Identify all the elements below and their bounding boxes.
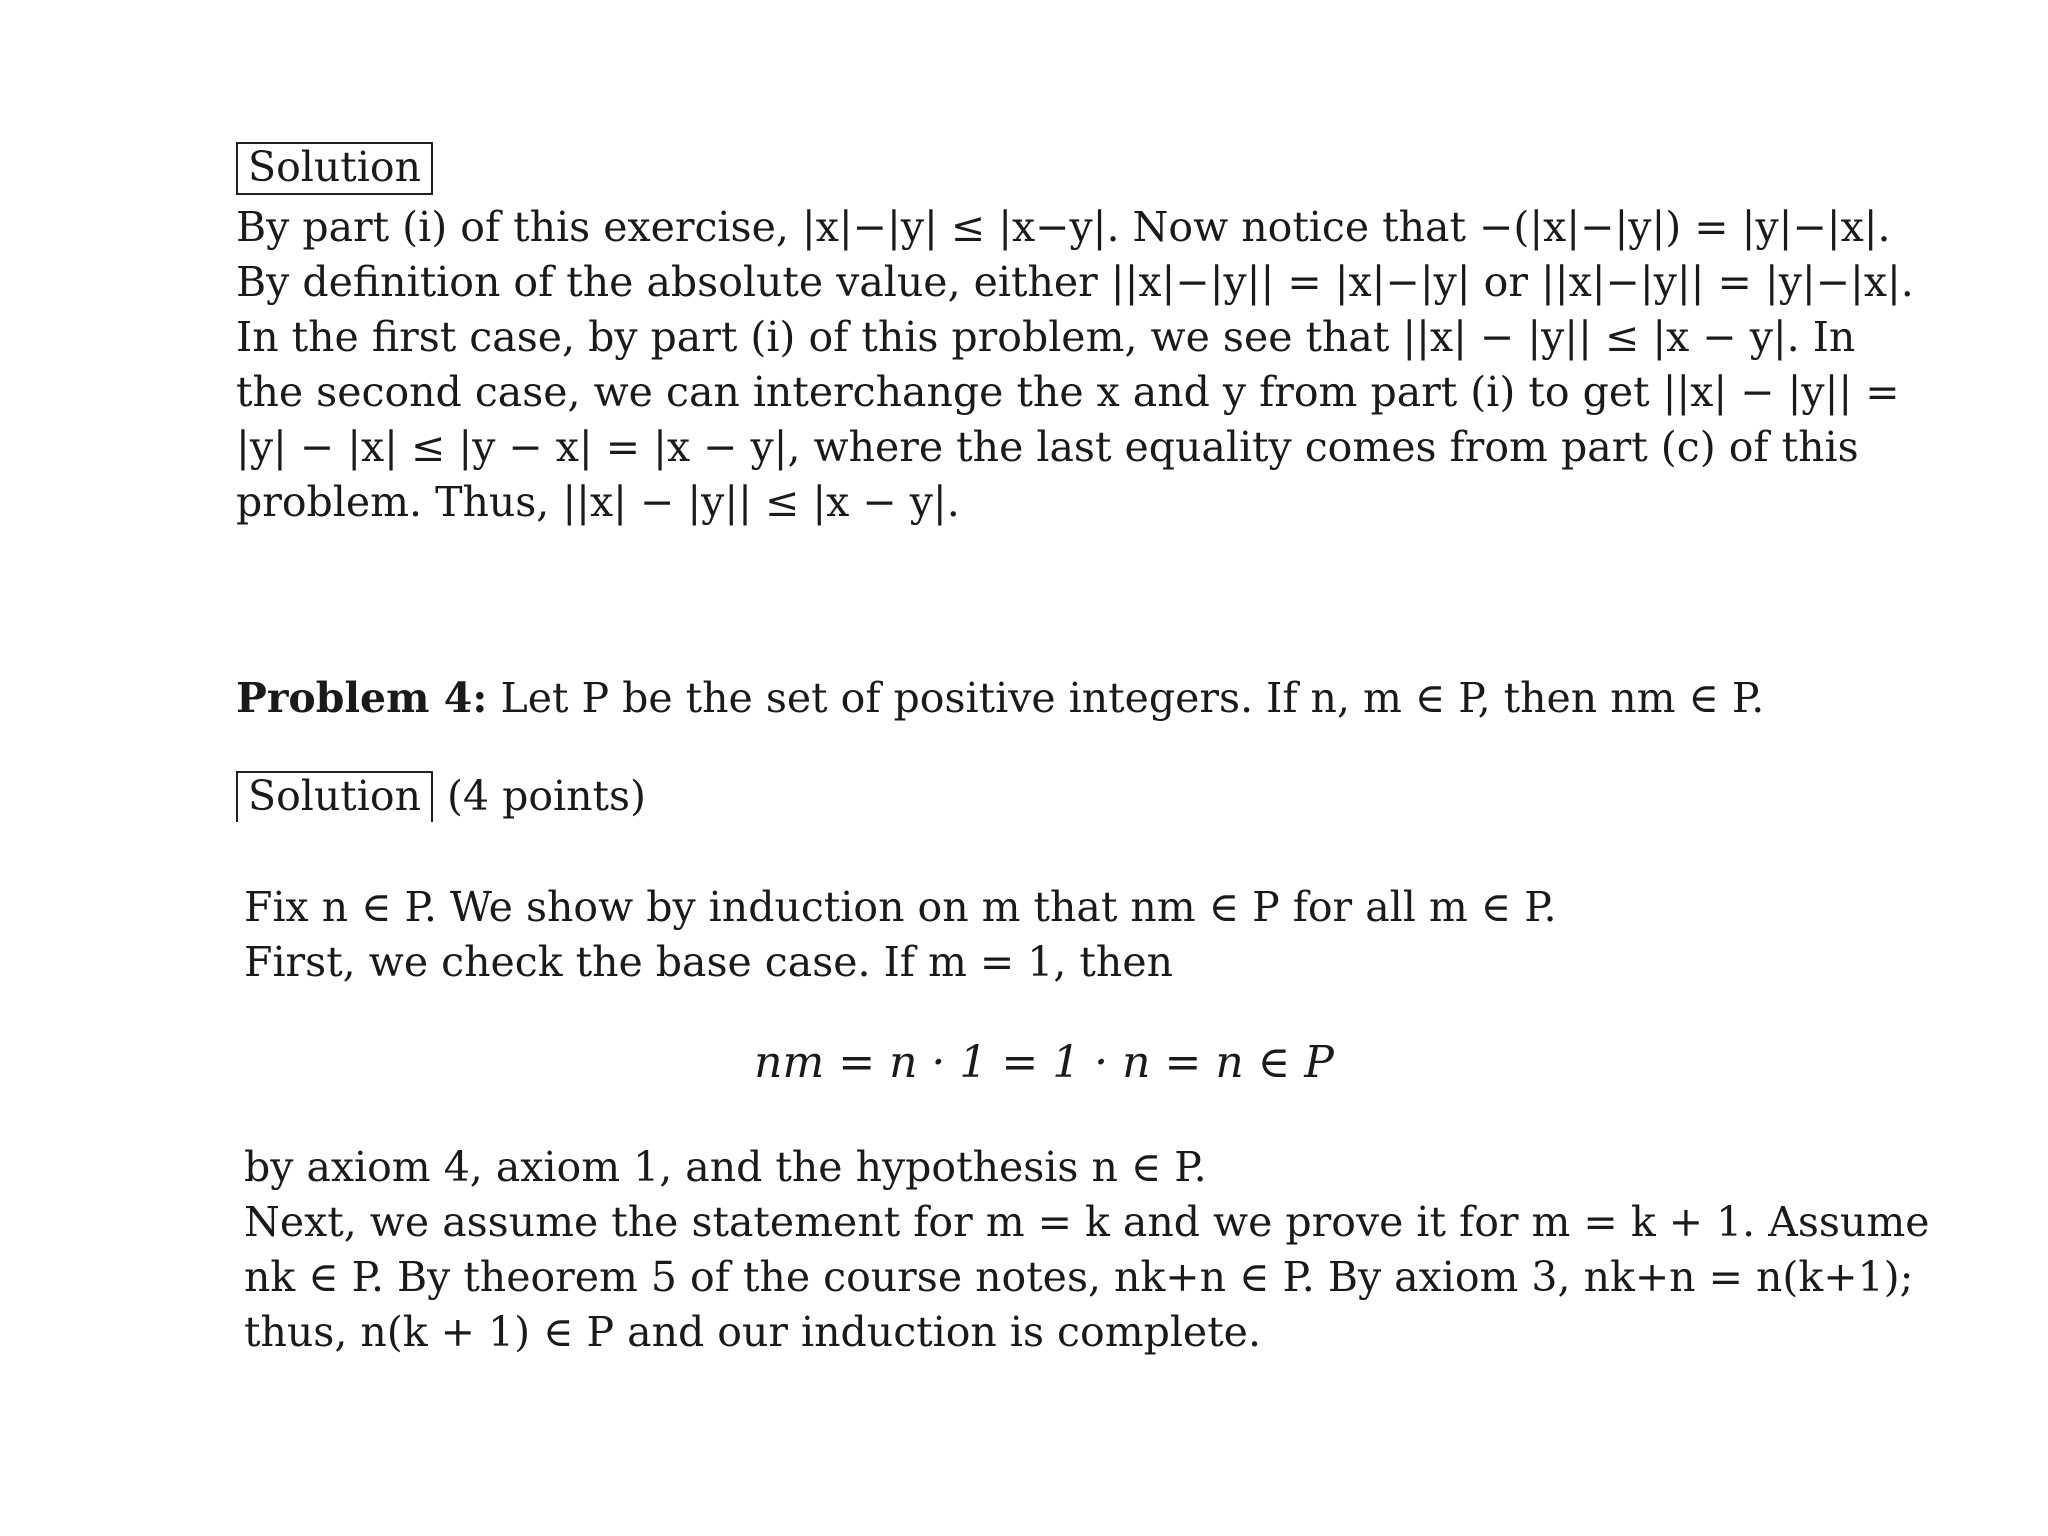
solution-2-label-box: Solution: [236, 771, 433, 822]
solution-2-line: Fix n ∈ P. We show by induction on m that nm ∈ P for all m ∈ P.: [244, 883, 1557, 931]
problem-4-text: Let P be the set of positive integers. If n, m ∈ P, then nm ∈ P.: [500, 674, 1765, 722]
solution-2-proof: [244, 1140, 1930, 1360]
solution-2-line: Next, we assume the statement for m = k and we prove it for m = k + 1. Assume: [244, 1198, 1930, 1246]
solution-1-line: By part (i) of this exercise, |x|−|y| ≤ |x−y|. Now notice that −(|x|−|y|) = |y|−|x|.: [236, 203, 1891, 251]
solution-1-line: problem. Thus, ||x| − |y|| ≤ |x − y|.: [236, 478, 960, 526]
problem-4-statement: [236, 674, 1764, 722]
solution-1-line: |y| − |x| ≤ |y − x| = |x − y|, where the last equality comes from part (c) of this: [236, 423, 1859, 471]
solution-1-label-box: Solution: [236, 142, 433, 195]
solution-2-line: by axiom 4, axiom 1, and the hypothesis n ∈ P.: [244, 1143, 1207, 1191]
solution-1-line: By definition of the absolute value, either ||x|−|y|| = |x|−|y| or ||x|−|y|| = |y|−|x|.: [236, 258, 1914, 306]
solution-2-heading: [236, 771, 646, 822]
solution-2-line: First, we check the base case. If m = 1, then: [244, 938, 1173, 986]
solution-2-points: (4 points): [446, 772, 647, 820]
solution-2-line: thus, n(k + 1) ∈ P and our induction is complete.: [244, 1308, 1261, 1356]
solution-2-line: nk ∈ P. By theorem 5 of the course notes, nk+n ∈ P. By axiom 3, nk+n = n(k+1);: [244, 1253, 1914, 1301]
problem-4-label: Problem 4:: [236, 674, 488, 722]
solution-1-heading: [236, 142, 433, 195]
solution-1-line: the second case, we can interchange the x and y from part (i) to get ||x| − |y|| =: [236, 368, 1900, 416]
display-equation: nm = n · 1 = 1 · n = n ∈ P: [754, 1037, 1334, 1088]
solution-1-body: [236, 200, 1914, 530]
solution-2-intro: [244, 880, 1884, 990]
solution-1-line: In the first case, by part (i) of this problem, we see that ||x| − |y|| ≤ |x − y|. In: [236, 313, 1856, 361]
